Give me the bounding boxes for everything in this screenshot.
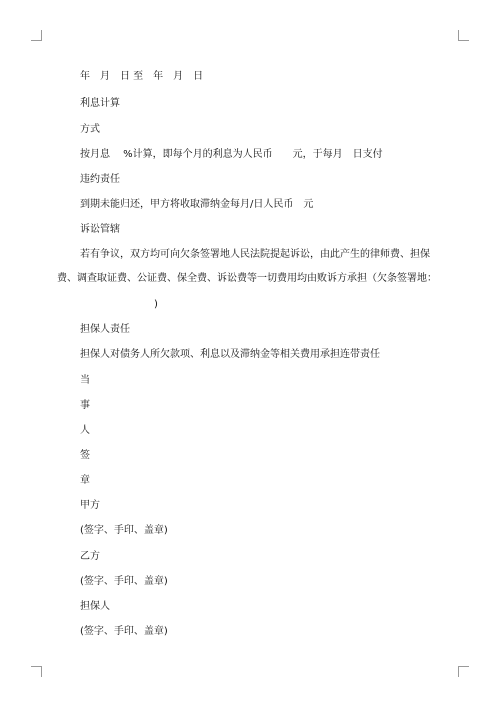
date-range-line: 年 月 日 至 年 月 日: [80, 71, 204, 82]
guarantor-liability-line: 担保人对债务人所欠款项、利息以及滞纳金等相关费用承担连带责任: [80, 349, 380, 360]
guarantor-liability-heading: 担保人责任: [80, 324, 130, 335]
party-a-label: 甲方: [80, 500, 100, 511]
dispute-clause-line-2: 费、调查取证费、公证费、保全费、诉讼费等一切费用均由败诉方承担（欠条签署地：: [57, 273, 437, 284]
page-corner-mark-top-right: [458, 30, 469, 41]
party-a-sign-note: (签字、手印、盖章): [80, 525, 168, 536]
breach-liability-heading: 违约责任: [80, 174, 120, 185]
party-b-sign-note: (签字、手印、盖章): [80, 576, 168, 587]
litigation-jurisdiction-heading: 诉讼管辖: [80, 224, 120, 235]
signature-label-char-5: 章: [80, 475, 90, 486]
late-fee-line: 到期未能归还，甲方将收取滞纳金每月/日人民币 元: [80, 199, 314, 210]
page-corner-mark-bottom-right: [458, 666, 469, 677]
signature-label-char-2: 事: [80, 400, 90, 411]
page-corner-mark-bottom-left: [31, 666, 42, 677]
signature-label-char-4: 签: [80, 450, 90, 461]
guarantor-sign-note: (签字、手印、盖章): [80, 626, 168, 637]
party-b-label: 乙方: [80, 551, 100, 562]
interest-calculation-heading: 利息计算: [80, 98, 120, 109]
page-corner-mark-top-left: [31, 30, 42, 41]
dispute-clause-closing-paren: ): [154, 299, 158, 310]
method-heading: 方式: [80, 124, 100, 135]
monthly-interest-line: 按月息 %计算，即每个月的利息为人民币 元，于每月 日支付: [80, 149, 383, 160]
signature-label-char-3: 人: [80, 425, 90, 436]
guarantor-label: 担保人: [80, 601, 110, 612]
signature-label-char-1: 当: [80, 375, 90, 386]
dispute-clause-line-1: 若有争议，双方均可向欠条签署地人民法院提起诉讼，由此产生的律师费、担保: [80, 249, 430, 260]
